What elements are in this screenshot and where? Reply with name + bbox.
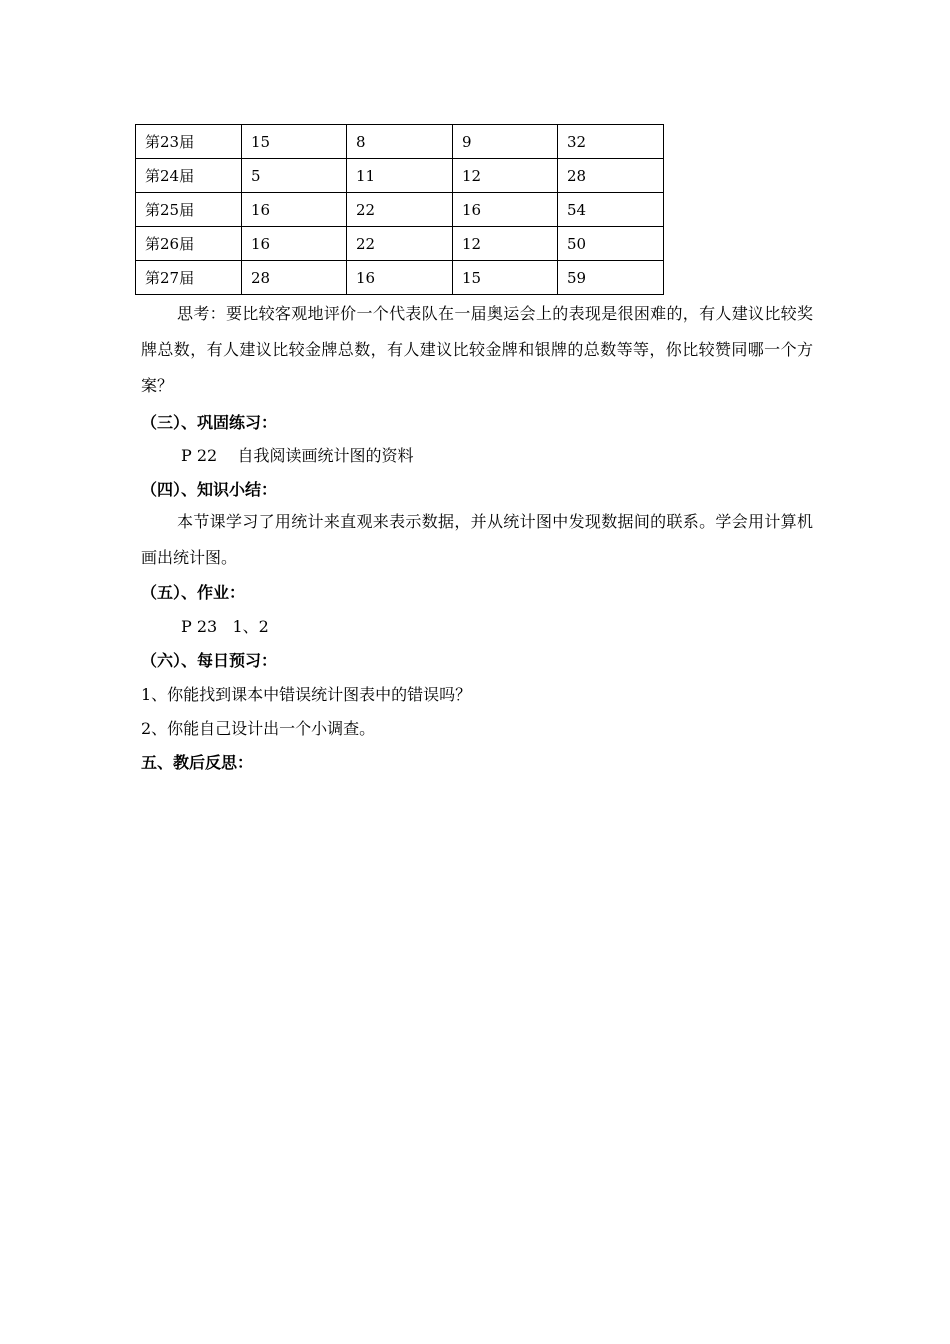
table-cell: 9 — [453, 125, 558, 159]
table-cell: 第27届 — [136, 261, 242, 295]
medal-table-body — [136, 125, 664, 295]
table-cell: 第26届 — [136, 227, 242, 261]
table-cell: 16 — [347, 261, 453, 295]
medal-table — [135, 124, 664, 295]
preview-item-2: 2、你能自己设计出一个小调查。 — [141, 719, 376, 738]
table-cell: 22 — [347, 193, 453, 227]
table-cell: 28 — [242, 261, 347, 295]
table-row — [136, 261, 664, 295]
section5-heading: （五）、作业： — [141, 583, 246, 602]
table-cell: 第25届 — [136, 193, 242, 227]
table-row — [136, 193, 664, 227]
table-cell: 16 — [242, 227, 347, 261]
table-cell: 12 — [453, 227, 558, 261]
table-cell: 第24届 — [136, 159, 242, 193]
table-cell: 16 — [242, 193, 347, 227]
think-paragraph: 思考：要比较客观地评价一个代表队在一届奥运会上的表现是很困难的，有人建议比较奖牌总数，有人建议比较金牌总数，有人建议比较金牌和银牌的总数等等，你比较赞同哪一个方案？ — [141, 304, 813, 395]
table-cell: 15 — [242, 125, 347, 159]
table-cell: 59 — [558, 261, 664, 295]
table-cell: 22 — [347, 227, 453, 261]
table-cell: 第23届 — [136, 125, 242, 159]
section5-content: P 23 1、2 — [181, 617, 269, 636]
table-cell: 11 — [347, 159, 453, 193]
reflection-heading: 五、教后反思： — [141, 753, 254, 772]
section3-content: P 22 自我阅读画统计图的资料 — [181, 446, 414, 465]
table-cell: 50 — [558, 227, 664, 261]
section6-heading: （六）、每日预习： — [141, 651, 278, 670]
table-cell: 54 — [558, 193, 664, 227]
table-cell: 32 — [558, 125, 664, 159]
table-row — [136, 125, 664, 159]
section4-heading: （四）、知识小结： — [141, 480, 278, 499]
table-row — [136, 159, 664, 193]
preview-item-1: 1、你能找到课本中错误统计图表中的错误吗？ — [141, 685, 472, 704]
table-cell: 12 — [453, 159, 558, 193]
table-cell: 8 — [347, 125, 453, 159]
table-cell: 16 — [453, 193, 558, 227]
section3-heading: （三）、巩固练习： — [141, 413, 278, 432]
table-cell: 28 — [558, 159, 664, 193]
table-cell: 5 — [242, 159, 347, 193]
table-row — [136, 227, 664, 261]
section4-paragraph: 本节课学习了用统计来直观来表示数据，并从统计图中发现数据间的联系。学会用计算机画出统计图。 — [141, 512, 813, 567]
table-cell: 15 — [453, 261, 558, 295]
